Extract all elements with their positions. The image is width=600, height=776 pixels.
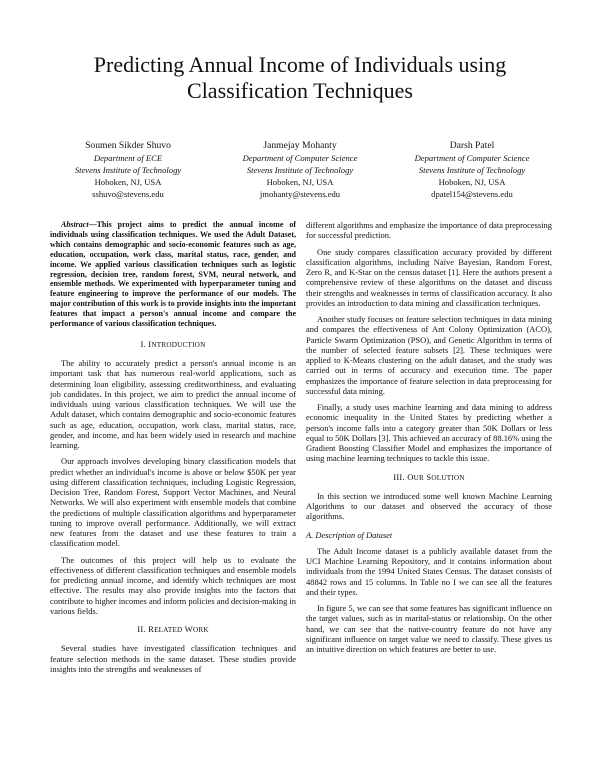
related-paragraph-4: Finally, a study uses machine learning and data mining to address economic inequality in the United States by predicting whether a person's income falls into a category greater than 50K Dollars or less equal to 50K Dollars [3]. This achieved an accuracy of 88.16% using the Gradient Boosting Classifier Model and emphasizes the importance of using machine learning techniques to tackle this issue. [306,402,552,464]
dataset-paragraph-1: The Adult Income dataset is a publicly available dataset from the UCI Machine Learning Repository, and it contains information about individuals from the 1994 United States Census. The dataset consists of 48842 rows and 15 columns. In Table no I we can see all the features and their types. [306,545,552,597]
section-heading-our-solution: III. OUR SOLUTION [393,471,465,482]
author-name: Janmejay Mohanty [263,140,337,151]
author-block [42,140,558,200]
author-name: Soumen Sikder Shuvo [85,140,171,151]
abstract-label: Abstract [61,220,89,229]
intro-paragraph-3: The outcomes of this project will help us to evaluate the effectiveness of different classification techniques and ensemble models for predicting annual income, and identify which techniques are most effective. The results may also provide insights into the factors that contribute to higher incomes and inform policies and decision-making in various fields. [50,554,296,616]
author-institution: Stevens Institute of Technology [74,165,182,175]
abstract [50,220,296,329]
paper-title [40,52,560,104]
solution-paragraph-1: In this section we introduced some well known Machine Learning Algorithms to our dataset and observed the accuracy of those algorithms. [306,490,552,522]
paper-title-line-1: Predicting Annual Income of Individuals using [93,52,507,77]
author-institution: Stevens Institute of Technology [246,165,354,175]
left-column [50,220,296,680]
right-column [306,220,552,660]
author-email: sshuvo@stevens.edu [92,189,164,199]
intro-paragraph-2: Our approach involves developing binary classification models that predict whether an individual's income is above or below $50K per year using different classification techniques, including Logistic Regression, Decision Tree, Random Forest, Support Vector Machines, and Neural Networks. We will also experiment with ensemble models that combine the predictions of multiple classification algorithms and hyperparameter tuning to improve overall performance. Additionally, we will extract new features from the dataset and use these features to train a classification model. [50,456,296,549]
related-paragraph-2: One study compares classification accuracy provided by different classification algorithms, including Naïve Bayesian, Random Forest, Zero R, and K-Star on the census dataset [1]. Here the authors present a comprehensive review of these algorithms on the dataset and discuss their strengths and weaknesses in terms of classification accuracy. It also provides an introduction to data mining and classification techniques. [306,246,552,308]
author-email: dpatel154@stevens.edu [431,189,513,199]
related-paragraph-1: Several studies have investigated classification techniques and feature selection methods in the same dataset. These studies provide insights into the strengths and weaknesses of [50,643,296,674]
author-location: Hoboken, NJ, USA [94,177,162,187]
paper-title-line-2: Classification Techniques [187,78,413,103]
author-department: Department of ECE [93,153,163,163]
author-location: Hoboken, NJ, USA [266,177,334,187]
related-paragraph-1-continued: different algorithms and emphasize the importance of data preprocessing for successful prediction. [306,220,552,241]
subsection-heading-dataset: A. Description of Dataset [306,529,393,540]
author-1 [42,140,214,200]
author-department: Department of Computer Science [242,153,358,163]
author-institution: Stevens Institute of Technology [418,165,526,175]
dataset-paragraph-2: In figure 5, we can see that some features has significant influence on the target values, such as in marital-status or relationship. On the other hand, we can see that the native-country feature do not have any significant influence on target value we need to classify. These gives us an intuitive direction on which features are better to use. [306,603,552,654]
section-heading-introduction: I. INTRODUCTION [140,338,206,349]
abstract-text: This project aims to predict the annual income of individuals using classification techniques. We used the Adult Dataset, which contains demographic and socio-economic features such as age, education, occupation, work class, marital status, race, gender, and income. We applied various classification techniques such as logistic regression, decision tree, random forest, SVM, neural network, and ensemble methods. We experimented with hyperparameter tuning and feature engineering to improve the performance of our models. The major contribution of this work is to provide insights into the important features that impact a person's annual income and compare the performance of various classification techniques. [50,220,296,329]
intro-paragraph-1: The ability to accurately predict a person's annual income is an important task that has numerous real-world applications, such as determining loan eligibility, assessing creditworthiness, and evaluating job candidates. In this project, we aim to predict the annual income of individuals using various classification techniques. We will use the Adult dataset, which contains demographic and socio-economic features such as age, education, occupation, work class, marital status, race, gender, and income, and has been widely used in research and machine learning. [50,358,296,451]
author-3 [386,140,558,200]
abstract-dash: — [88,220,97,229]
author-department: Department of Computer Science [414,153,530,163]
section-heading-related-work: II. RELATED WORK [137,624,209,635]
author-location: Hoboken, NJ, USA [438,177,506,187]
related-paragraph-3: Another study focuses on feature selection techniques in data mining and compares the effectiveness of Ant Colony Optimization (ACO), Particle Swarm Optimization (PSO), and Genetic Algorithm in terms of the number of selected feature subsets [2]. These techniques were applied to K-Means clustering on the adult dataset, and the study was carried out in terms of accuracy and execution time. The paper emphasizes the importance of feature selection in data preprocessing for successful data mining. [306,314,552,396]
author-2 [214,140,386,200]
author-email: jmohanty@stevens.edu [259,189,341,199]
author-name: Darsh Patel [449,140,495,151]
